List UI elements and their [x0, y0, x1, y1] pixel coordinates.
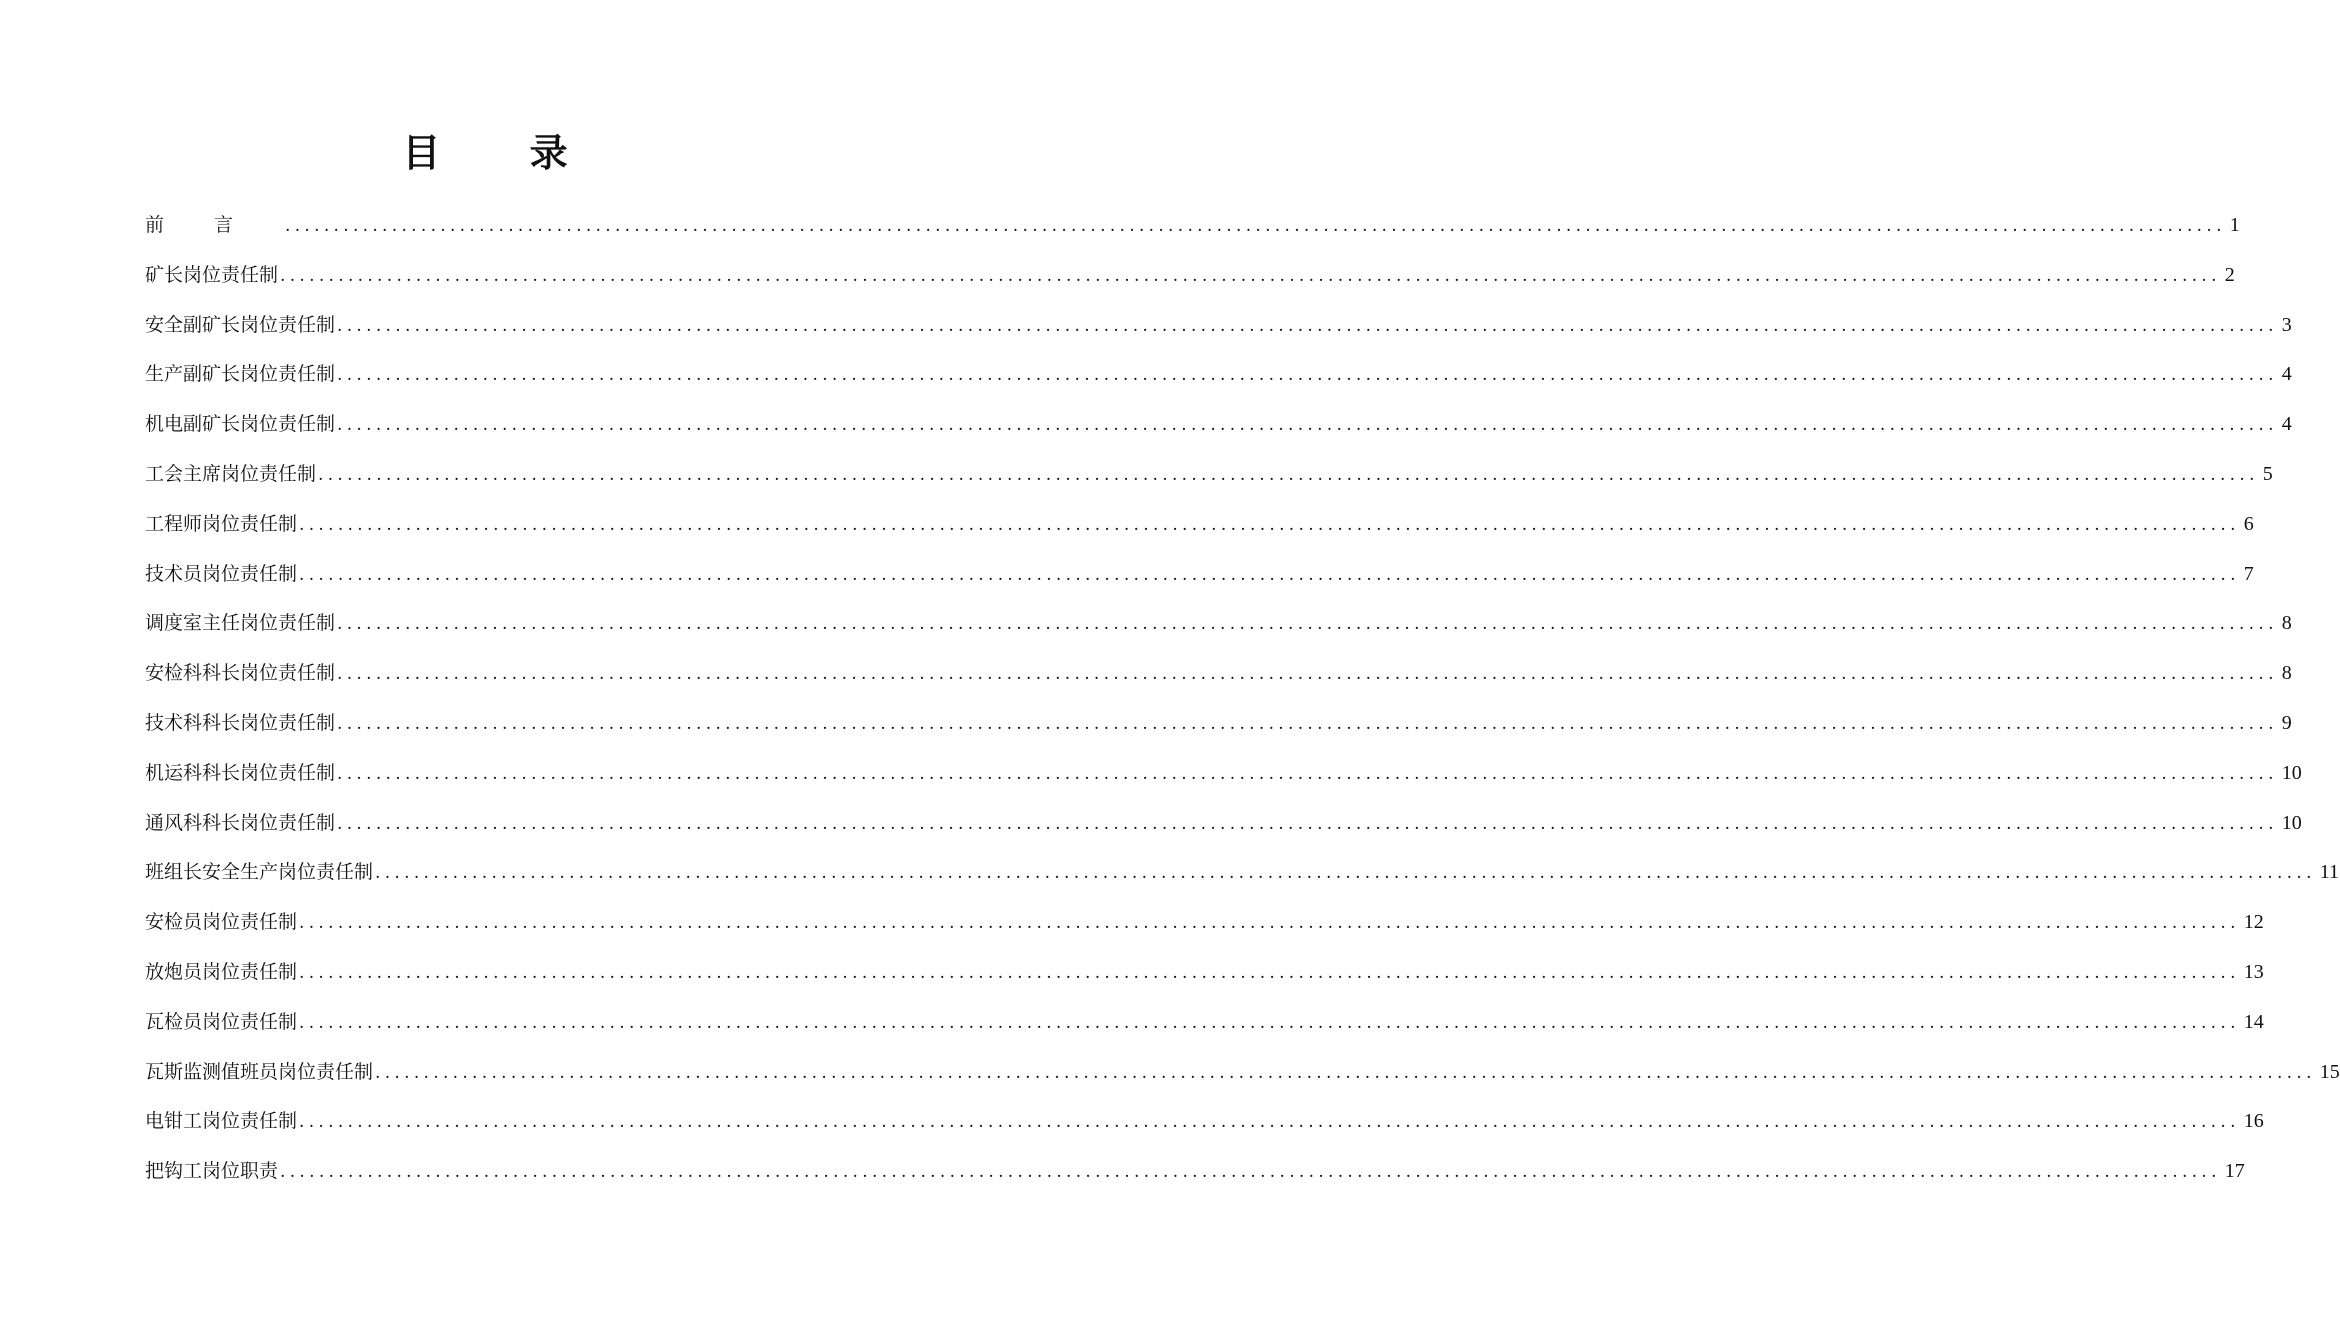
toc-entry[interactable]: [145, 504, 2254, 554]
toc-entry-page: 15: [2319, 1060, 2340, 1083]
toc-entry-label: 放炮员岗位责任制: [145, 960, 298, 983]
toc-dot-leader: ........................................................................................................................................................................................................: [299, 514, 2240, 535]
toc-entry-label: 瓦检员岗位责任制: [145, 1010, 298, 1033]
toc-entry[interactable]: [145, 1052, 2340, 1102]
toc-dot-leader: ........................................................................................................................................................................................................: [337, 315, 2278, 336]
toc-entry[interactable]: [145, 205, 2240, 255]
toc-entry-label: 电钳工岗位责任制: [145, 1110, 298, 1133]
toc-entry[interactable]: [145, 404, 2292, 454]
toc-entry-page: 1: [2229, 214, 2240, 236]
toc-entry[interactable]: [145, 653, 2292, 703]
toc-entry-page: 11: [2319, 861, 2340, 884]
toc-entry-label: 矿长岗位责任制: [145, 263, 279, 286]
toc-dot-leader: ........................................................................................................................................................................................................: [337, 713, 2278, 734]
toc-entry-page: 13: [2243, 960, 2264, 983]
toc-entry-label: 通风科科长岗位责任制: [145, 811, 336, 834]
toc-entry-page: 14: [2243, 1010, 2264, 1033]
toc-dot-leader: ........................................................................................................................................................................................................: [299, 913, 2240, 934]
toc-dot-leader: ........................................................................................................................................................................................................: [299, 1012, 2240, 1033]
toc-entry[interactable]: [145, 902, 2264, 952]
toc-entry-label: 安检员岗位责任制: [145, 911, 298, 934]
toc-entry-label: 瓦斯监测值班员岗位责任制: [145, 1060, 374, 1083]
toc-entry-label: 安检科科长岗位责任制: [145, 662, 336, 685]
toc-dot-leader: ........................................................................................................................................................................................................: [299, 564, 2240, 585]
toc-entry-page: 10: [2281, 811, 2302, 834]
toc-dot-leader: ........................................................................................................................................................................................................: [280, 265, 2221, 286]
toc-dot-leader: ........................................................................................................................................................................................................: [299, 962, 2240, 983]
toc-entry[interactable]: [145, 1002, 2264, 1052]
toc-list: [145, 205, 2340, 1201]
toc-entry-page: 8: [2281, 612, 2292, 635]
toc-entry-page: 8: [2281, 662, 2292, 685]
toc-entry[interactable]: [145, 255, 2235, 305]
toc-entry[interactable]: [145, 803, 2302, 853]
toc-dot-leader: ........................................................................................................................................................................................................: [299, 1112, 2240, 1133]
toc-dot-leader: ........................................................................................................................................................................................................: [375, 863, 2316, 884]
toc-entry-page: 4: [2281, 363, 2292, 386]
toc-entry[interactable]: [145, 454, 2273, 504]
toc-entry-page: 10: [2281, 761, 2302, 784]
toc-entry-page: 4: [2281, 413, 2292, 436]
toc-entry-page: 3: [2281, 313, 2292, 336]
toc-entry-page: 17: [2224, 1160, 2245, 1183]
toc-entry-label: 生产副矿长岗位责任制: [145, 363, 336, 386]
toc-entry[interactable]: [145, 952, 2264, 1002]
toc-entry-page: 6: [2243, 512, 2254, 535]
toc-entry-label: 机电副矿长岗位责任制: [145, 413, 336, 436]
toc-entry-label: 班组长安全生产岗位责任制: [145, 861, 374, 884]
toc-dot-leader: ........................................................................................................................................................................................................: [280, 1162, 2221, 1183]
toc-dot-leader: ........................................................................................................................................................................................................: [337, 365, 2278, 386]
toc-entry-page: 7: [2243, 562, 2254, 585]
toc-entry[interactable]: [145, 354, 2292, 404]
toc-entry-label: 技术员岗位责任制: [145, 562, 298, 585]
toc-dot-leader: ........................................................................................................................................................................................................: [337, 813, 2278, 834]
toc-entry[interactable]: [145, 554, 2254, 604]
toc-dot-leader: ........................................................................................................................................................................................................: [318, 464, 2259, 485]
toc-entry[interactable]: [145, 1101, 2264, 1151]
toc-entry-label: 机运科科长岗位责任制: [145, 761, 336, 784]
toc-entry-label: 前言: [145, 214, 284, 236]
toc-entry[interactable]: [145, 753, 2302, 803]
toc-entry-label: 工会主席岗位责任制: [145, 462, 317, 485]
toc-entry[interactable]: [145, 852, 2340, 902]
toc-entry[interactable]: [145, 603, 2292, 653]
toc-entry-label: 把钩工岗位职责: [145, 1160, 279, 1183]
toc-entry-page: 9: [2281, 711, 2292, 734]
toc-entry-page: 16: [2243, 1110, 2264, 1133]
toc-title: 目 录: [402, 131, 606, 175]
toc-entry-page: 12: [2243, 911, 2264, 934]
toc-dot-leader: ........................................................................................................................................................................................................: [285, 216, 2226, 236]
toc-entry-page: 2: [2224, 263, 2235, 286]
toc-entry[interactable]: [145, 703, 2292, 753]
toc-entry[interactable]: [145, 1151, 2245, 1201]
toc-dot-leader: ........................................................................................................................................................................................................: [337, 763, 2278, 784]
toc-dot-leader: ........................................................................................................................................................................................................: [337, 614, 2278, 635]
toc-entry-label: 安全副矿长岗位责任制: [145, 313, 336, 336]
toc-entry-label: 技术科科长岗位责任制: [145, 711, 336, 734]
toc-entry[interactable]: [145, 305, 2292, 355]
toc-entry-label: 工程师岗位责任制: [145, 512, 298, 535]
toc-entry-label: 调度室主任岗位责任制: [145, 612, 336, 635]
toc-entry-page: 5: [2262, 462, 2273, 485]
toc-dot-leader: ........................................................................................................................................................................................................: [375, 1062, 2316, 1083]
toc-dot-leader: ........................................................................................................................................................................................................: [337, 415, 2278, 436]
toc-dot-leader: ........................................................................................................................................................................................................: [337, 664, 2278, 685]
